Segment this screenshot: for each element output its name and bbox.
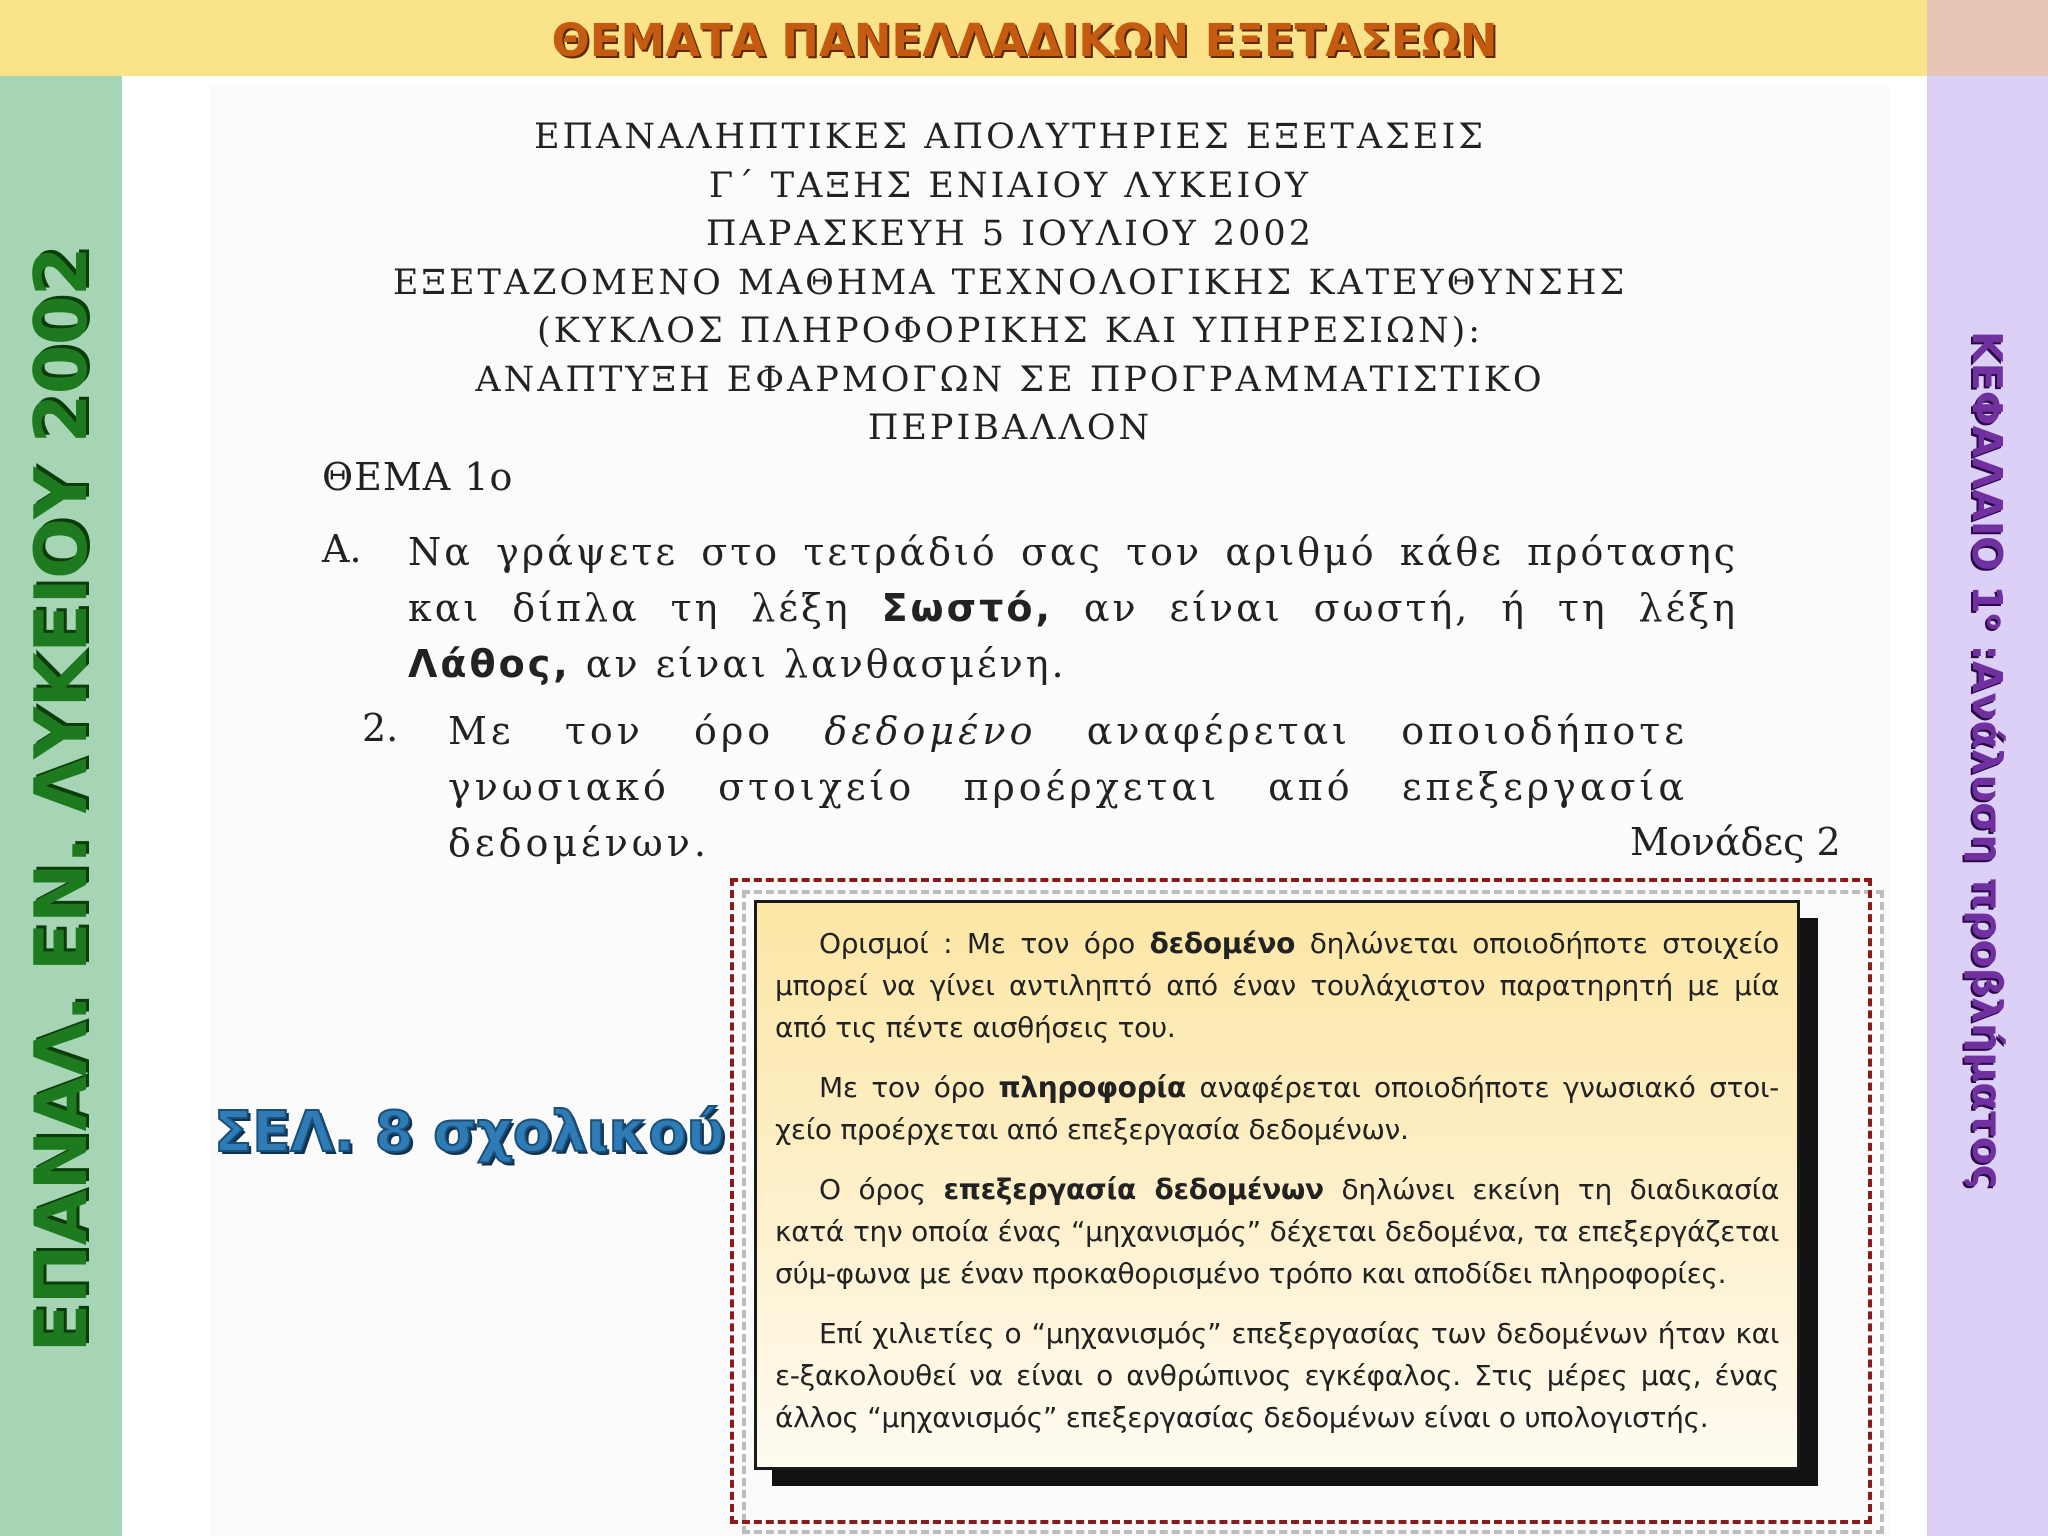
question-2-number: 2.	[362, 706, 399, 750]
exam-header-line: ΕΞΕΤΑΖΟΜΕΝΟ ΜΑΘΗΜΑ ΤΕΧΝΟΛΟΓΙΚΗΣ ΚΑΤΕΥΘΥΝΣΗΣ	[392, 262, 1628, 303]
exam-header-line: ΠΑΡΑΣΚΕΥΗ 5 ΙΟΥΛΙΟΥ 2002	[706, 214, 1314, 254]
definition-paragraph: Ορισμοί : Με τον όρο δεδομένο δηλώνεται οποιοδήποτε στοιχείο μπορεί να γίνει αντιληπτό από έναν τουλάχιστον παρατηρητή με μία από τις πέντε αισθήσεις του.	[775, 927, 1779, 1044]
exam-header-line: (ΚΥΚΛΟΣ ΠΛΗΡΟΦΟΡΙΚΗΣ ΚΑΙ ΥΠΗΡΕΣΙΩΝ):	[536, 311, 1484, 351]
definition-paragraph: Με τον όρο πληροφορία αναφέρεται οποιοδήποτε γνωσιακό στοι-χείο προέρχεται από επεξεργασία δεδομένων.	[775, 1071, 1779, 1146]
exam-header-line: ΠΕΡΙΒΑΛΛΟΝ	[867, 408, 1153, 448]
question-a-text: Να γράψετε στο τετράδιό σας τον αριθμό κάθε πρότασης και δίπλα τη λέξη Σωστό, αν είναι σωστή, ή τη λέξη Λάθος, αν είναι λανθασμένη.	[408, 530, 1738, 686]
banner-title: ΘΕΜΑΤΑ ΠΑΝΕΛΛΑΔΙΚΩΝ ΕΞΕΤΑΣΕΩΝ	[551, 14, 1498, 67]
definitions-box	[754, 900, 1800, 1470]
points-label: Μονάδες 2	[1630, 820, 1841, 864]
definition-paragraph: Επί χιλιετίες ο “μηχανισμός” επεξεργασίας των δεδομένων ήταν και ε-ξακολουθεί να είναι ο ανθρώπινος εγκέφαλος. Στις μέρες μας, ένας άλλος “μηχανισμός” επεξεργασίας δεδομένων είναι ο υπολογιστής.	[775, 1317, 1779, 1434]
top-left-corner	[0, 0, 122, 76]
question-a-label: Α.	[322, 527, 362, 571]
definition-paragraph: Ο όρος επεξεργασία δεδομένων δηλώνει εκείνη τη διαδικασία κατά την οποία ένας “μηχανισμός” δέχεται δεδομένα, τα επεξεργάζεται σύμ-φωνα με έναν προκαθορισμένο τρόπο και αποδίδει πληροφορίες.	[775, 1173, 1779, 1290]
theme-title: ΘΕΜΑ 1ο	[322, 455, 514, 499]
exam-header-line: ΕΠΑΝΑΛΗΠΤΙΚΕΣ ΑΠΟΛΥΤΗΡΙΕΣ ΕΞΕΤΑΣΕΙΣ	[533, 117, 1487, 157]
exam-header-line: Γ΄ ΤΑΞΗΣ ΕΝΙΑΙΟΥ ΛΥΚΕΙΟΥ	[708, 165, 1312, 206]
question-2-text: Με τον όρο δεδομένο αναφέρεται οποιοδήποτε γνωσιακό στοιχείο προέρχεται από επεξεργασία δεδομένων.	[448, 709, 1688, 865]
top-right-corner	[1927, 0, 2048, 76]
right-vertical-title: ΚΕΦΑΛΑΙΟ $1^o$ :Ανάλυση προβλήματος	[1963, 330, 2011, 1190]
exam-header-line: ΑΝΑΠΤΥΞΗ ΕΦΑΡΜΟΓΩΝ ΣΕ ΠΡΟΓΡΑΜΜΑΤΙΣΤΙΚΟ	[475, 359, 1545, 400]
exam-header	[300, 113, 1720, 453]
page-reference: ΣΕΛ. 8 σχολικού	[214, 1100, 725, 1165]
left-vertical-title: ΕΠΑΝΑΛ. ΕΝ. ΛΥΚΕΙΟΥ 2002	[19, 247, 103, 1353]
